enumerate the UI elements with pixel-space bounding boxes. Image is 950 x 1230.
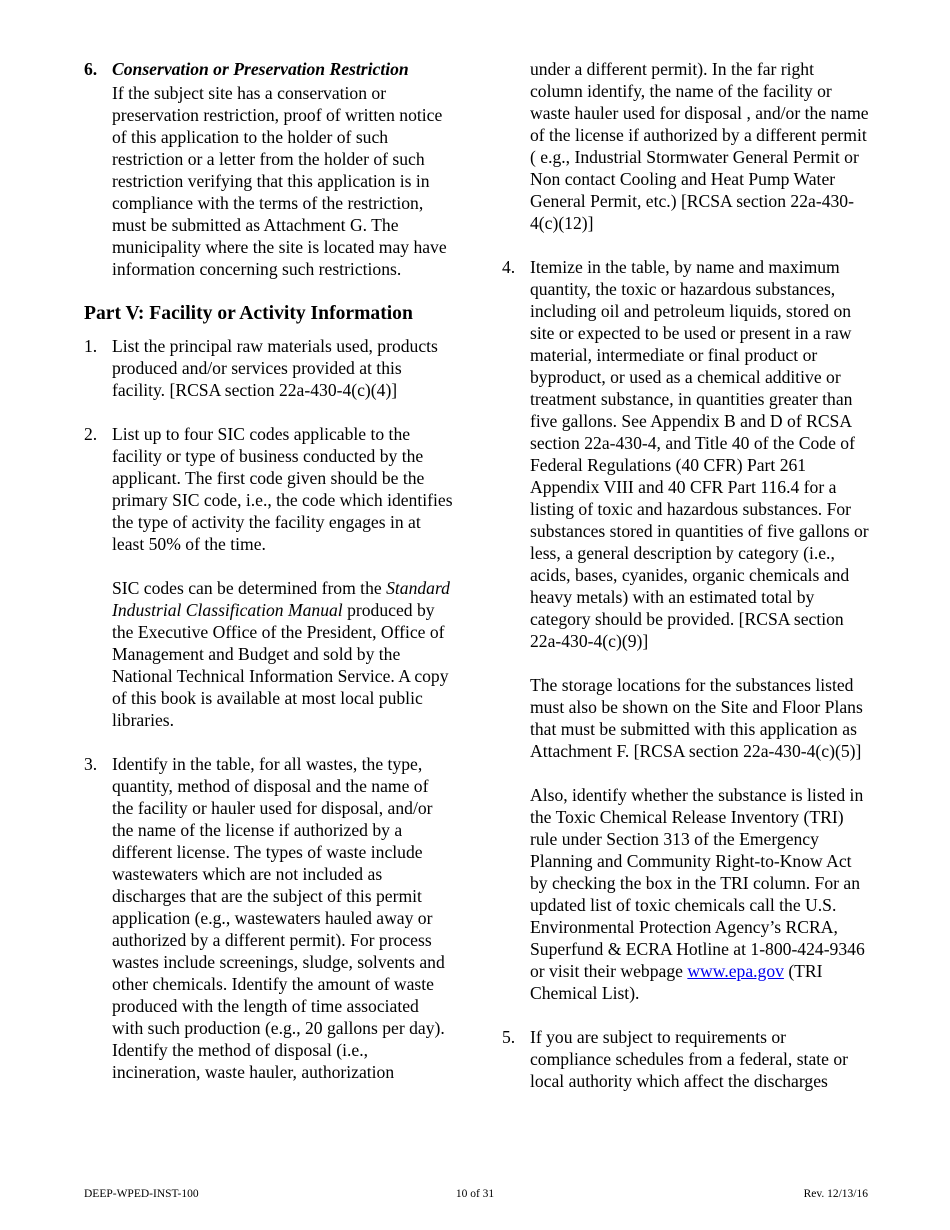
item-4-toxic-substances (502, 256, 870, 1004)
footer-doc-id: DEEP-WPED-INST-100 (84, 1188, 199, 1200)
right-column (502, 58, 870, 1114)
item-4-text: Itemize in the table, by name and maximum quantity, the toxic or hazardous substances, including oil and petroleum liquids, stored on site or expected to be used or present in a raw material, intermediate or final product or byproduct, or used as a chemical additive or treatment substance, in quantities greater than five gallons. See Appendix B and D of RCSA section 22a-430-4, and Title 40 of the Code of Federal Regulations (40 CFR) Part 261 Appendix VIII and 40 CFR Part 116.4 for a listing of toxic and hazardous substances. For substances stored in quantities of five gallons or less, a general description by category (i.e., acids, bases, cyanides, organic chemicals and heavy metals) with an estimated total by category should be provided. [RCSA section 22a-430-4(c)(9)] (530, 257, 869, 651)
item-4-storage-locations: The storage locations for the substances listed must also be shown on the Site and Floor Plans that must be submitted with this application as Attachment F. [RCSA section 22a-430-4(c)(5)] (530, 675, 863, 761)
item-number: 4. (502, 257, 516, 277)
item-3-wastes (84, 753, 454, 1083)
item-2-text: List up to four SIC codes applicable to the facility or type of business conducted by the applicant. The first code given should be the primary SIC code, i.e., the code which identifies the type of activity the facility engages in at least 50% of the time. (112, 424, 453, 554)
item-5-text: If you are subject to requirements or compliance schedules from a federal, state or local authority which affect the discharges (530, 1027, 849, 1091)
item-number: 2. (84, 424, 98, 444)
epa-webpage-link[interactable]: www.epa.gov (687, 961, 784, 981)
item-2-sic-paragraph (112, 577, 454, 731)
part-v-heading: Part V: Facility or Activity Information (84, 303, 413, 324)
footer-revision: Rev. 12/13/16 (803, 1188, 868, 1200)
item-4-tri-paragraph (530, 784, 870, 1004)
item-6-body: If the subject site has a conservation or preservation restriction, proof of written notice of this application to the holder of such restriction or a letter from the holder of such restriction verifying that this application is in compliance with the terms of the restriction, must be submitted as Attachment G. The municipality where the site is located may have information concerning such restrictions. (112, 83, 447, 279)
item-6-conservation-restriction (84, 58, 454, 280)
item-6-title: Conservation or Preservation Restriction (112, 59, 409, 79)
footer-page-number: 10 of 31 (455, 1188, 495, 1200)
item-1-raw-materials (84, 335, 454, 401)
sic-suffix: produced by the Executive Office of the President, Office of Management and Budget and sold by the National Technical Information Service. A copy of this book is available at most local public libraries. (112, 600, 449, 730)
item-number: 6. (84, 59, 98, 79)
item-1-text: List the principal raw materials used, products produced and/or services provided at this facility. [RCSA section 22a-430-4(c)(4)] (112, 336, 438, 400)
item-number: 5. (502, 1027, 516, 1047)
left-column (84, 58, 454, 1105)
item-5-compliance-schedules (502, 1026, 870, 1092)
item-number: 1. (84, 336, 98, 356)
item-3-text: Identify in the table, for all wastes, the type, quantity, method of disposal and the name of the facility or hauler used for disposal, and/or the name of the license if authorized by a different license. The types of waste include wastewaters which are not included as discharges that are the subject of this permit application (e.g., wastewaters hauled away or authorized by a different permit). For process wastes include screenings, sludge, solvents and other chemicals. Identify the amount of waste produced with the length of time associated with such production (e.g., 20 gallons per day). Identify the method of disposal (i.e., incineration, waste hauler, authorization (112, 754, 445, 1082)
tri-text: Also, identify whether the substance is listed in the Toxic Chemical Release Inventory (TRI) rule under Section 313 of the Emergency Planning and Community Right-to-Know Act by checking the box in the TRI column. For an updated list of toxic chemicals call the U.S. Environmental Protection Agency’s RCRA, Superfund & ECRA Hotline at 1-800-424-9346 or visit their webpage (530, 785, 865, 981)
tri-suffix: (TRI Chemical List). (530, 961, 823, 1003)
item-3-continued: under a different permit). In the far right column identify, the name of the facility or waste hauler used for disposal , and/or the name of the license if authorized by a different permit ( e.g., Industrial Stormwater General Permit or Non contact Cooling and Heat Pump Water General Permit, etc.) [RCSA section 22a-430-4(c)(12)] (530, 59, 869, 233)
item-number: 3. (84, 754, 98, 774)
sic-prefix: SIC codes can be determined from the (112, 578, 382, 598)
item-2-sic-codes (84, 423, 454, 731)
sic-manual-title: Standard Industrial Classification Manual (112, 578, 450, 620)
